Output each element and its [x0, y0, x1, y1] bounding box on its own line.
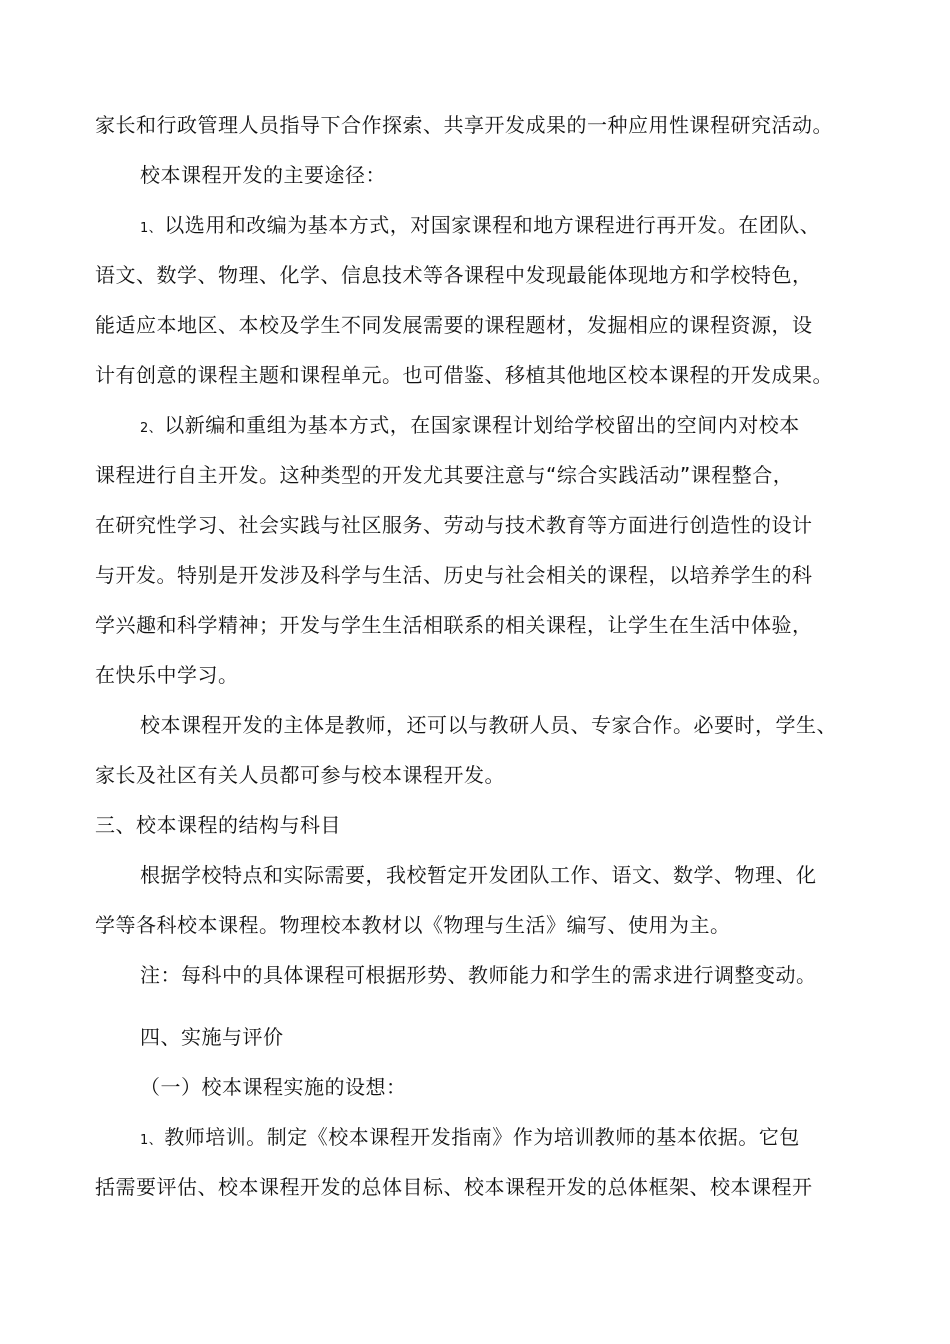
section-heading: 三、校本课程的结构与科目: [95, 813, 341, 837]
list-item-number-2: 2、 以新编和重组为基本方式，在国家课程计划给学校留出的空间内对校本: [140, 413, 800, 437]
subsection-heading: （一）校本课程实施的设想：: [140, 1075, 407, 1099]
paragraph-line: 能适应本地区、本校及学生不同发展需要的课程题材，发掘相应的课程资源，设: [95, 313, 813, 337]
paragraph-line: 学兴趣和科学精神；开发与学生生活相联系的相关课程，让学生在生活中体验，: [95, 613, 813, 637]
paragraph-line: 计有创意的课程主题和课程单元。也可借鉴、移植其他地区校本课程的开发成果。: [95, 363, 833, 387]
paragraph-line: 根据学校特点和实际需要，我校暂定开发团队工作、语文、数学、物理、化: [140, 863, 817, 887]
section-heading: 四、实施与评价: [140, 1025, 284, 1049]
paragraph-line: 校本课程开发的主要途径：: [140, 163, 386, 187]
paragraph-line: 家长及社区有关人员都可参与校本课程开发。: [95, 763, 505, 787]
list-item-number-1: 1、 教师培训。制定《校本课程开发指南》作为培训教师的基本依据。它包: [140, 1125, 800, 1149]
paragraph-line: 语文、数学、物理、化学、信息技术等各课程中发现最能体现地方和学校特色，: [95, 263, 813, 287]
paragraph-line: 在快乐中学习。: [95, 663, 239, 687]
note-line: 注：每科中的具体课程可根据形势、教师能力和学生的需求进行调整变动。: [140, 963, 817, 987]
list-number: 1、: [140, 221, 163, 236]
paragraph-line: 括需要评估、校本课程开发的总体目标、校本课程开发的总体框架、校本课程开: [95, 1175, 813, 1199]
paragraph-line: 学等各科校本课程。物理校本教材以《物理与生活》编写、使用为主。: [95, 913, 731, 937]
list-item-number-1: 1、 以选用和改编为基本方式，对国家课程和地方课程进行再开发。在团队、: [140, 213, 821, 237]
paragraph-line: 课程进行自主开发。这种类型的开发尤其要注意与“综合实践活动”课程整合，: [95, 463, 794, 487]
paragraph-line: 家长和行政管理人员指导下合作探索、共享开发成果的一种应用性课程研究活动。: [95, 113, 833, 137]
paragraph-line: 在研究性学习、社会实践与社区服务、劳动与技术教育等方面进行创造性的设计: [95, 513, 813, 537]
paragraph-line: 校本课程开发的主体是教师，还可以与教研人员、专家合作。必要时，学生、: [140, 713, 837, 737]
list-number: 2、: [140, 421, 163, 436]
paragraph-line: 与开发。特别是开发涉及科学与生活、历史与社会相关的课程，以培养学生的科: [95, 563, 813, 587]
list-number: 1、: [140, 1133, 163, 1148]
